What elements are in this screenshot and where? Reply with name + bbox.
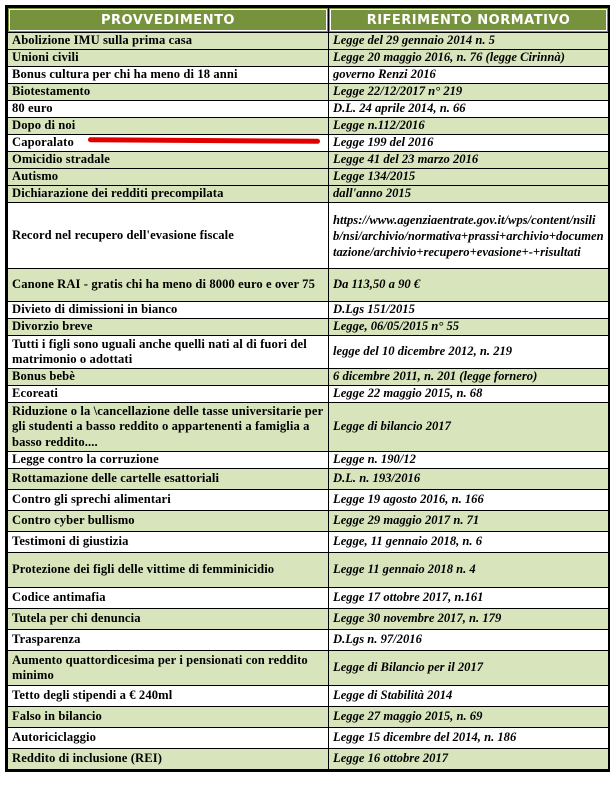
- riferimento-cell: Legge 19 agosto 2016, n. 166: [329, 490, 609, 511]
- riferimento-cell: Legge 22 maggio 2015, n. 68: [329, 386, 609, 403]
- table-row: [8, 630, 609, 651]
- table-row: [8, 728, 609, 749]
- riferimento-cell: Legge n. 190/12: [329, 452, 609, 469]
- table-row: [8, 469, 609, 490]
- provvedimento-cell: Divorzio breve: [8, 319, 329, 336]
- riferimento-cell: Legge 30 novembre 2017, n. 179: [329, 609, 609, 630]
- table-row: [8, 452, 609, 469]
- table-row: [8, 101, 609, 118]
- riferimento-cell: Legge 16 ottobre 2017: [329, 749, 609, 770]
- table-row: [8, 302, 609, 319]
- riferimento-cell: dall'anno 2015: [329, 186, 609, 203]
- column-header-provvedimento: PROVVEDIMENTO: [8, 8, 329, 33]
- riferimento-cell: Legge del 29 gennaio 2014 n. 5: [329, 33, 609, 50]
- provvedimento-cell: Divieto di dimissioni in bianco: [8, 302, 329, 319]
- riferimento-cell: Legge n.112/2016: [329, 118, 609, 135]
- riferimento-cell: D.Lgs n. 97/2016: [329, 630, 609, 651]
- table-row: [8, 152, 609, 169]
- table-row: [8, 118, 609, 135]
- riferimento-cell: Legge di Stabilità 2014: [329, 686, 609, 707]
- table-row: [8, 67, 609, 84]
- provvedimento-cell: Dopo di noi: [8, 118, 329, 135]
- table-row: [8, 203, 609, 269]
- riferimento-link-cell[interactable]: https://www.agenziaentrate.gov.it/wps/content/nsilib/nsi/archivio/normativa+prassi+archivio+documentazione/archivio+recupero+evasione+-+risultati: [329, 203, 609, 269]
- provvedimento-cell: Reddito di inclusione (REI): [8, 749, 329, 770]
- provvedimento-cell: Autoriciclaggio: [8, 728, 329, 749]
- provvedimento-cell: Aumento quattordicesima per i pensionati con reddito minimo: [8, 651, 329, 686]
- riferimento-cell: D.L. 24 aprile 2014, n. 66: [329, 101, 609, 118]
- provvedimento-cell: Ecoreati: [8, 386, 329, 403]
- provvedimento-cell: Tetto degli stipendi a € 240ml: [8, 686, 329, 707]
- table-row: [8, 588, 609, 609]
- provvedimento-cell: Testimoni di giustizia: [8, 532, 329, 553]
- provvedimento-cell: Tutela per chi denuncia: [8, 609, 329, 630]
- riferimento-cell: Legge, 06/05/2015 n° 55: [329, 319, 609, 336]
- provvedimento-cell: Tutti i figli sono uguali anche quelli nati al di fuori del matrimonio o adottati: [8, 336, 329, 369]
- provvedimento-cell: 80 euro: [8, 101, 329, 118]
- provvedimento-cell: Protezione dei figli delle vittime di femminicidio: [8, 553, 329, 588]
- riferimento-cell: legge del 10 dicembre 2012, n. 219: [329, 336, 609, 369]
- provvedimento-cell: Falso in bilancio: [8, 707, 329, 728]
- table-row: [8, 686, 609, 707]
- table-row: [8, 403, 609, 452]
- provvedimento-cell: Canone RAI - gratis chi ha meno di 8000 euro e over 75: [8, 269, 329, 302]
- riferimento-cell: D.L. n. 193/2016: [329, 469, 609, 490]
- provvedimento-cell: Rottamazione delle cartelle esattoriali: [8, 469, 329, 490]
- riferimento-cell: governo Renzi 2016: [329, 67, 609, 84]
- provvedimento-cell: Dichiarazione dei redditi precompilata: [8, 186, 329, 203]
- provvedimento-cell: Bonus bebè: [8, 369, 329, 386]
- table-row: [8, 386, 609, 403]
- table-row: [8, 749, 609, 770]
- provvedimento-cell: Bonus cultura per chi ha meno di 18 anni: [8, 67, 329, 84]
- provvedimenti-table-container: [5, 5, 610, 772]
- provvedimento-cell: Contro cyber bullismo: [8, 511, 329, 532]
- riferimento-cell: Legge 17 ottobre 2017, n.161: [329, 588, 609, 609]
- provvedimento-cell: Biotestamento: [8, 84, 329, 101]
- table-row: [8, 651, 609, 686]
- riferimento-cell: Legge 22/12/2017 n° 219: [329, 84, 609, 101]
- riferimento-cell: Legge 134/2015: [329, 169, 609, 186]
- riferimento-cell: Legge, 11 gennaio 2018, n. 6: [329, 532, 609, 553]
- provvedimento-cell: Contro gli sprechi alimentari: [8, 490, 329, 511]
- provvedimento-cell: Legge contro la corruzione: [8, 452, 329, 469]
- provvedimento-cell: Riduzione o la \cancellazione delle tasse universitarie per gli studenti a basso reddito o appartenenti a famiglia a basso reddito....: [8, 403, 329, 452]
- table-row: [8, 169, 609, 186]
- table-row: [8, 369, 609, 386]
- table-row: [8, 553, 609, 588]
- table-row: [8, 269, 609, 302]
- table-row: [8, 532, 609, 553]
- provvedimento-cell: Caporalato: [8, 135, 329, 152]
- provvedimento-cell: Unioni civili: [8, 50, 329, 67]
- table-row: [8, 707, 609, 728]
- riferimento-cell: Legge di bilancio 2017: [329, 403, 609, 452]
- table-row: [8, 186, 609, 203]
- riferimento-cell: Da 113,50 a 90 €: [329, 269, 609, 302]
- riferimento-cell: Legge 41 del 23 marzo 2016: [329, 152, 609, 169]
- table-row: [8, 84, 609, 101]
- riferimento-cell: Legge 15 dicembre del 2014, n. 186: [329, 728, 609, 749]
- provvedimento-cell: Record nel recupero dell'evasione fiscale: [8, 203, 329, 269]
- provvedimento-cell: Omicidio stradale: [8, 152, 329, 169]
- riferimento-cell: Legge 199 del 2016: [329, 135, 609, 152]
- table-row: [8, 336, 609, 369]
- table-row: [8, 50, 609, 67]
- riferimento-cell: Legge 20 maggio 2016, n. 76 (legge Cirinnà): [329, 50, 609, 67]
- table-row: [8, 319, 609, 336]
- riferimento-cell: Legge 29 maggio 2017 n. 71: [329, 511, 609, 532]
- provvedimento-cell: Codice antimafia: [8, 588, 329, 609]
- table-header-row: [8, 8, 609, 33]
- provvedimenti-table: [7, 7, 609, 770]
- provvedimento-cell: Autismo: [8, 169, 329, 186]
- table-row: [8, 490, 609, 511]
- riferimento-cell: Legge di Bilancio per il 2017: [329, 651, 609, 686]
- riferimento-cell: 6 dicembre 2011, n. 201 (legge fornero): [329, 369, 609, 386]
- table-row: [8, 511, 609, 532]
- provvedimento-cell: Abolizione IMU sulla prima casa: [8, 33, 329, 50]
- riferimento-cell: Legge 27 maggio 2015, n. 69: [329, 707, 609, 728]
- riferimento-cell: D.Lgs 151/2015: [329, 302, 609, 319]
- table-row: [8, 33, 609, 50]
- provvedimento-cell: Trasparenza: [8, 630, 329, 651]
- riferimento-cell: Legge 11 gennaio 2018 n. 4: [329, 553, 609, 588]
- table-row: [8, 609, 609, 630]
- column-header-riferimento-normativo: RIFERIMENTO NORMATIVO: [329, 8, 609, 33]
